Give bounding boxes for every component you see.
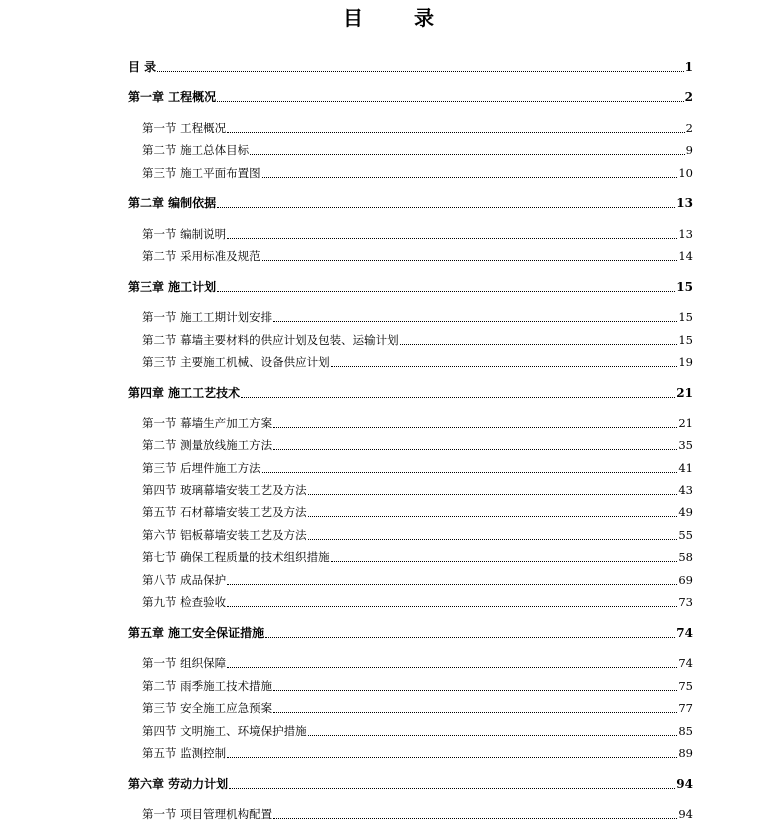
toc-section-entry[interactable] (142, 700, 693, 716)
toc-section-entry[interactable] (142, 120, 693, 136)
toc-entry-label: 第二节 幕墙主要材料的供应计划及包装、运输计划 (142, 333, 399, 347)
dot-leader (227, 595, 677, 607)
toc-section-entry[interactable] (142, 437, 693, 453)
dot-leader (400, 333, 678, 345)
toc-entry-label: 第三节 后埋件施工方法 (142, 461, 261, 475)
toc-page-number: 74 (676, 626, 693, 640)
toc-entry-label: 第一节 项目管理机构配置 (142, 807, 273, 821)
dot-leader (308, 483, 678, 495)
toc-entry-label: 第一节 施工工期计划安排 (142, 310, 273, 324)
dot-leader (265, 626, 675, 638)
toc-section-entry[interactable] (142, 415, 693, 431)
toc-page-number: 1 (684, 60, 693, 74)
toc-section-entry[interactable] (142, 723, 693, 739)
toc-section-entry[interactable] (142, 460, 693, 476)
toc-section-entry[interactable] (142, 309, 693, 325)
toc-page-number: 15 (678, 333, 693, 347)
toc-page-number: 41 (678, 461, 693, 475)
toc-entry-label: 第九节 检查验收 (142, 595, 227, 609)
toc-page-number: 2 (684, 90, 693, 104)
dot-leader (217, 196, 675, 208)
dot-leader (227, 121, 685, 133)
toc-section-entry[interactable] (142, 226, 693, 242)
toc-entry-label: 第二节 施工总体目标 (142, 143, 250, 157)
toc-entry-label: 第四节 文明施工、环境保护措施 (142, 724, 307, 738)
toc-section-entry[interactable] (142, 527, 693, 543)
toc-page-number: 21 (676, 386, 693, 400)
dot-leader (157, 60, 683, 72)
toc-section-entry[interactable] (142, 504, 693, 520)
dot-leader (273, 807, 677, 819)
dot-leader (227, 573, 677, 585)
toc-entry-label: 第六章 劳动力计划 (128, 777, 229, 791)
toc-section-entry[interactable] (142, 354, 693, 370)
toc-page-number: 43 (678, 483, 693, 497)
toc-entry-label: 第二章 编制依据 (128, 196, 217, 210)
dot-leader (262, 249, 678, 261)
toc-page-number: 77 (678, 701, 693, 715)
toc-entry-label: 第五节 石材幕墙安装工艺及方法 (142, 505, 307, 519)
dot-leader (331, 355, 678, 367)
toc-page-number: 9 (685, 143, 693, 157)
page-title: 目 录 (343, 6, 456, 30)
toc-section-entry[interactable] (142, 745, 693, 761)
toc-chapter-entry[interactable] (128, 776, 693, 792)
dot-leader (308, 528, 678, 540)
toc-page-number: 10 (678, 166, 693, 180)
toc-chapter-entry[interactable] (128, 89, 693, 105)
toc-entry-label: 第八节 成品保护 (142, 573, 227, 587)
toc-entry-label: 第四节 玻璃幕墙安装工艺及方法 (142, 483, 307, 497)
toc-page-number: 58 (678, 550, 693, 564)
toc-page-number: 74 (678, 656, 693, 670)
toc-entry-label: 第二节 测量放线施工方法 (142, 438, 273, 452)
toc-page-number: 14 (678, 249, 693, 263)
toc-chapter-entry[interactable] (128, 625, 693, 641)
dot-leader (331, 550, 678, 562)
dot-leader (262, 166, 678, 178)
toc-section-entry[interactable] (142, 142, 693, 158)
toc-section-entry[interactable] (142, 594, 693, 610)
toc-chapter-entry[interactable] (128, 59, 693, 75)
toc-section-entry[interactable] (142, 248, 693, 264)
toc-entry-label: 第三节 施工平面布置图 (142, 166, 261, 180)
dot-leader (217, 90, 683, 102)
toc-page-number: 15 (676, 280, 693, 294)
dot-leader (273, 416, 677, 428)
toc-page-number: 2 (685, 121, 693, 135)
dot-leader (273, 310, 677, 322)
toc-section-entry[interactable] (142, 549, 693, 565)
toc-page-number: 94 (676, 777, 693, 791)
dot-leader (227, 656, 677, 668)
toc-entry-label: 第五节 监测控制 (142, 746, 227, 760)
toc-section-entry[interactable] (142, 332, 693, 348)
toc-section-entry[interactable] (142, 806, 693, 822)
dot-leader (262, 461, 678, 473)
dot-leader (227, 746, 677, 758)
toc-entry-label: 第五章 施工安全保证措施 (128, 626, 265, 640)
toc-entry-label: 第七节 确保工程质量的技术组织措施 (142, 550, 330, 564)
dot-leader (308, 724, 678, 736)
toc-entry-label: 第三章 施工计划 (128, 280, 217, 294)
toc-page-number: 13 (678, 227, 693, 241)
toc-page-number: 73 (678, 595, 693, 609)
dot-leader (229, 777, 675, 789)
dot-leader (273, 701, 677, 713)
toc-page-number: 85 (678, 724, 693, 738)
dot-leader (241, 386, 675, 398)
toc-page-number: 69 (678, 573, 693, 587)
toc-page-number: 19 (678, 355, 693, 369)
dot-leader (273, 438, 677, 450)
toc-entry-label: 第一节 组织保障 (142, 656, 227, 670)
toc-chapter-entry[interactable] (128, 195, 693, 211)
toc-entry-label: 第四章 施工工艺技术 (128, 386, 241, 400)
toc-entry-label: 第一节 幕墙生产加工方案 (142, 416, 273, 430)
toc-entry-label: 第三节 安全施工应急预案 (142, 701, 273, 715)
toc-page-number: 13 (676, 196, 693, 210)
toc-entry-label: 第一节 编制说明 (142, 227, 227, 241)
toc-section-entry[interactable] (142, 678, 693, 694)
dot-leader (250, 143, 685, 155)
toc-chapter-entry[interactable] (128, 279, 693, 295)
dot-leader (273, 679, 677, 691)
dot-leader (227, 227, 677, 239)
toc-entry-label: 第三节 主要施工机械、设备供应计划 (142, 355, 330, 369)
toc-page-number: 55 (678, 528, 693, 542)
toc-entry-label: 第二节 采用标准及规范 (142, 249, 261, 263)
toc-chapter-entry[interactable] (128, 385, 693, 401)
toc-page-number: 89 (678, 746, 693, 760)
toc-section-entry[interactable] (142, 655, 693, 671)
toc-entry-label: 第二节 雨季施工技术措施 (142, 679, 273, 693)
toc-section-entry[interactable] (142, 165, 693, 181)
toc-page-number: 75 (678, 679, 693, 693)
toc-page-number: 35 (678, 438, 693, 452)
toc-page-number: 94 (678, 807, 693, 821)
toc-entry-label: 目 录 (128, 60, 157, 74)
toc-page-number: 15 (678, 310, 693, 324)
toc-section-entry[interactable] (142, 482, 693, 498)
toc-entry-label: 第一节 工程概况 (142, 121, 227, 135)
toc-section-entry[interactable] (142, 572, 693, 588)
dot-leader (308, 505, 678, 517)
toc-entry-label: 第六节 铝板幕墙安装工艺及方法 (142, 528, 307, 542)
toc-page-number: 21 (678, 416, 693, 430)
toc-entry-label: 第一章 工程概况 (128, 90, 217, 104)
toc-page-number: 49 (678, 505, 693, 519)
dot-leader (217, 280, 675, 292)
